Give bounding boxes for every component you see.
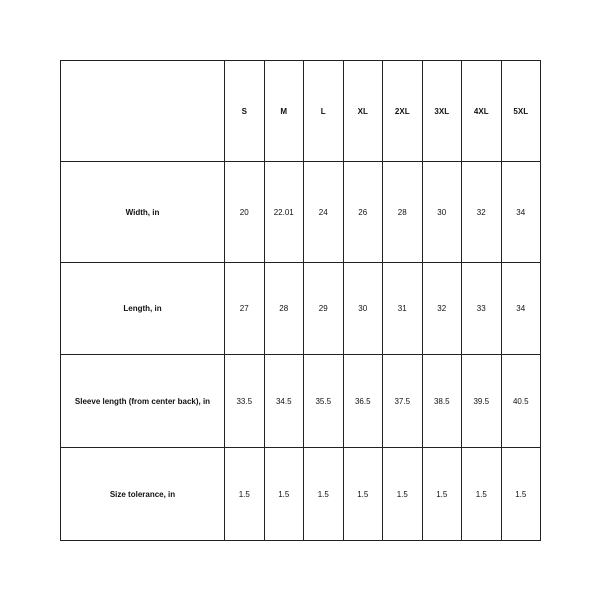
table-cell: 20 [225, 162, 265, 263]
table-cell: 24 [304, 162, 344, 263]
table-cell: 31 [383, 263, 423, 355]
header-size-5xl: 5XL [501, 61, 541, 162]
table-cell: 37.5 [383, 355, 423, 448]
table-cell: 28 [383, 162, 423, 263]
header-size-m: M [264, 61, 304, 162]
row-label: Width, in [61, 162, 225, 263]
table-cell: 33 [462, 263, 502, 355]
table-cell: 1.5 [422, 448, 462, 541]
table-cell: 40.5 [501, 355, 541, 448]
table-cell: 33.5 [225, 355, 265, 448]
table-cell: 1.5 [225, 448, 265, 541]
header-size-3xl: 3XL [422, 61, 462, 162]
table-cell: 34.5 [264, 355, 304, 448]
table-row-sleeve-length [61, 355, 541, 448]
table-cell: 32 [422, 263, 462, 355]
table-cell: 30 [343, 263, 383, 355]
header-size-4xl: 4XL [462, 61, 502, 162]
table-row-length [61, 263, 541, 355]
header-size-l: L [304, 61, 344, 162]
table-cell: 32 [462, 162, 502, 263]
table-cell: 1.5 [264, 448, 304, 541]
header-size-xl: XL [343, 61, 383, 162]
table-cell: 1.5 [383, 448, 423, 541]
table-cell: 22.01 [264, 162, 304, 263]
table-cell: 39.5 [462, 355, 502, 448]
table-cell: 1.5 [304, 448, 344, 541]
table-cell: 38.5 [422, 355, 462, 448]
header-size-s: S [225, 61, 265, 162]
table-cell: 1.5 [343, 448, 383, 541]
table-cell: 35.5 [304, 355, 344, 448]
row-label: Size tolerance, in [61, 448, 225, 541]
size-chart-table [60, 60, 541, 541]
row-label: Sleeve length (from center back), in [61, 355, 225, 448]
table-row-width [61, 162, 541, 263]
table-cell: 30 [422, 162, 462, 263]
table-cell: 34 [501, 263, 541, 355]
header-row [61, 61, 541, 162]
table-cell: 27 [225, 263, 265, 355]
table-cell: 26 [343, 162, 383, 263]
table-cell: 29 [304, 263, 344, 355]
table-cell: 34 [501, 162, 541, 263]
corner-cell [61, 61, 225, 162]
header-size-2xl: 2XL [383, 61, 423, 162]
table-cell: 1.5 [462, 448, 502, 541]
table-cell: 28 [264, 263, 304, 355]
table-cell: 1.5 [501, 448, 541, 541]
table-cell: 36.5 [343, 355, 383, 448]
row-label: Length, in [61, 263, 225, 355]
table-row-size-tolerance [61, 448, 541, 541]
